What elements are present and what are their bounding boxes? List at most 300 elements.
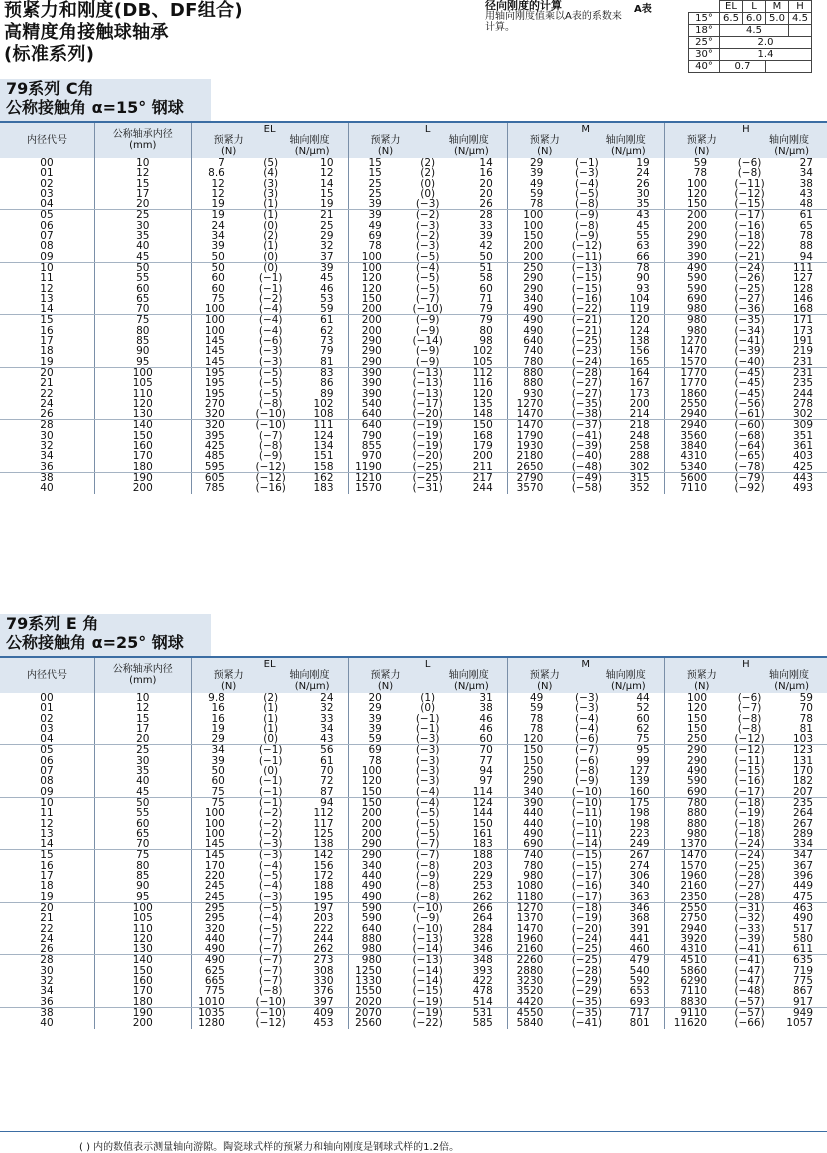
stiffness-cell: 139 — [616, 776, 664, 786]
stiffness-cell: 397 — [303, 997, 349, 1008]
clearance-cell: (−10) — [557, 787, 616, 798]
bore-code-cell: 34 — [0, 451, 94, 461]
stiffness-cell: 249 — [616, 839, 664, 850]
stiffness-unit: (N/μm) — [774, 681, 809, 692]
preload-cell: 7110 — [680, 985, 708, 998]
stiffness-cell: 188 — [460, 850, 508, 861]
bore-diameter-cell: 50 — [94, 797, 191, 808]
preload-cell: 490 — [191, 944, 239, 955]
preload-cell: 200 — [523, 240, 544, 253]
clearance-cell: (−57) — [734, 1006, 765, 1019]
stiffness-cell: 60 — [460, 284, 508, 294]
preload-label: 预紧力 — [529, 135, 560, 146]
preload-cell: 245 — [204, 880, 225, 893]
preload-cell: 39 — [368, 722, 382, 735]
clearance-cell: (−27) — [571, 387, 603, 400]
table-row — [0, 734, 827, 745]
bore-diameter-cell: 85 — [94, 871, 191, 881]
preload-cell: 2940 — [680, 419, 708, 432]
preload-cell: 100 — [523, 219, 544, 232]
a-table-angle: 30° — [689, 49, 720, 61]
preload-cell: 690 — [507, 839, 557, 850]
clearance-cell: (−41) — [734, 335, 765, 348]
a-table-value: 0.7 — [720, 61, 766, 73]
clearance-cell: (−3) — [239, 357, 303, 368]
preload-cell: 595 — [191, 462, 239, 473]
clearance-cell: (−16) — [255, 482, 286, 495]
clearance-cell: (−18) — [734, 796, 765, 809]
preload-cell: 340 — [507, 787, 557, 798]
preload-cell: 980 — [348, 944, 396, 955]
preload-cell: 145 — [204, 335, 225, 348]
clearance-cell: (−37) — [571, 419, 603, 432]
preload-cell: 290 — [348, 357, 396, 368]
preload-cell: 34 — [211, 230, 225, 243]
stiffness-cell: 99 — [616, 756, 664, 766]
clearance-cell: (−16) — [571, 880, 603, 893]
clearance-cell: (−48) — [734, 985, 765, 998]
preload-subheader — [530, 670, 560, 692]
stiffness-cell: 222 — [303, 924, 349, 934]
clearance-cell: (−26) — [734, 272, 765, 285]
stiffness-cell: 24 — [303, 693, 349, 703]
bore-diameter-cell: 12 — [94, 703, 191, 713]
clearance-cell: (0) — [239, 734, 303, 745]
group-label: EL — [263, 659, 276, 670]
clearance-cell: (−38) — [557, 409, 616, 420]
stiffness-cell: 73 — [303, 336, 349, 346]
clearance-cell: (−28) — [721, 892, 778, 903]
preload-cell: 120 — [687, 702, 708, 715]
stiffness-cell: 346 — [460, 944, 508, 955]
stiffness-cell: 949 — [792, 1006, 813, 1019]
preload-cell: 150 — [687, 712, 708, 725]
preload-subheader — [214, 670, 244, 692]
stiffness-cell: 340 — [616, 881, 664, 891]
stiffness-cell: 124 — [460, 797, 508, 808]
preload-cell: 1570 — [355, 482, 382, 495]
stiffness-cell: 15 — [303, 189, 349, 199]
stiffness-cell: 235 — [792, 377, 813, 390]
bore-code-cell: 20 — [0, 902, 94, 913]
preload-cell: 590 — [361, 901, 382, 914]
bore-diameter-cell: 160 — [94, 441, 191, 451]
preload-cell: 200 — [361, 827, 382, 840]
bore-code-cell: 15 — [0, 850, 94, 861]
clearance-cell: (−3) — [396, 734, 460, 745]
col-header-code: 内径代号 — [0, 123, 94, 158]
stiffness-cell: 45 — [616, 221, 664, 231]
preload-cell: 59 — [529, 187, 544, 200]
clearance-cell: (−40) — [721, 357, 778, 368]
preload-cell: 540 — [361, 397, 382, 410]
stiffness-cell: 867 — [792, 985, 813, 998]
clearance-cell: (−8) — [258, 397, 283, 410]
stiffness-cell: 391 — [616, 924, 664, 934]
preload-unit: (N) — [377, 681, 394, 692]
clearance-cell: (0) — [420, 177, 436, 190]
preload-cell: 5860 — [680, 964, 708, 977]
stiffness-cell: 352 — [616, 483, 664, 493]
preload-cell: 9110 — [680, 1006, 708, 1019]
clearance-cell: (−7) — [258, 932, 283, 945]
preload-cell: 290 — [523, 282, 544, 295]
clearance-cell: (−5) — [396, 252, 460, 263]
preload-cell: 29 — [529, 157, 544, 169]
group-label: EL — [263, 124, 276, 135]
preload-cell: 2350 — [664, 892, 721, 903]
preload-cell: 880 — [361, 932, 382, 945]
clearance-cell: (3) — [263, 187, 279, 200]
stiffness-cell: 231 — [792, 366, 813, 379]
preload-cell: 1210 — [355, 471, 382, 484]
stiffness-cell: 182 — [792, 775, 813, 788]
clearance-cell: (−20) — [571, 922, 603, 935]
clearance-cell: (−35) — [571, 1006, 603, 1019]
clearance-cell: (−10) — [255, 1006, 286, 1019]
preload-cell: 9.8 — [208, 692, 225, 704]
preload-cell: 150 — [523, 230, 544, 243]
bore-code-cell: 11 — [0, 808, 94, 818]
preload-cell: 8830 — [664, 997, 721, 1008]
preload-cell: 980 — [687, 324, 708, 337]
bore-code-cell: 36 — [0, 997, 94, 1008]
clearance-cell: (−22) — [734, 240, 765, 253]
clearance-cell: (−5) — [258, 922, 283, 935]
clearance-cell: (−7) — [396, 839, 460, 850]
clearance-cell: (−10) — [239, 409, 303, 420]
stiffness-cell: 78 — [799, 230, 813, 243]
clearance-cell: (−3) — [415, 765, 440, 778]
stiffness-subheader — [290, 670, 330, 692]
bore-code-cell: 19 — [0, 357, 94, 368]
bore-code-cell: 10 — [0, 797, 94, 808]
clearance-cell: (−8) — [415, 859, 440, 872]
preload-cell: 1930 — [516, 440, 544, 453]
preload-cell: 665 — [204, 975, 225, 988]
bore-code-cell: 32 — [0, 976, 94, 986]
preload-unit: (N) — [220, 681, 237, 692]
preload-cell: 170 — [204, 859, 225, 872]
preload-cell: 150 — [361, 292, 382, 305]
bore-diameter-cell: 45 — [94, 252, 191, 263]
group-header-h — [664, 658, 827, 693]
preload-cell: 1270 — [516, 397, 544, 410]
preload-cell: 740 — [523, 849, 544, 862]
clearance-cell: (−3) — [415, 744, 440, 757]
clearance-cell: (−5) — [415, 282, 440, 295]
clearance-cell: (−41) — [734, 954, 765, 967]
preload-cell: 625 — [204, 964, 225, 977]
bore-code-cell: 05 — [0, 745, 94, 756]
stiffness-cell: 142 — [303, 850, 349, 861]
stiffness-cell: 63 — [616, 241, 664, 251]
clearance-cell: (−2) — [415, 209, 440, 222]
stiffness-cell: 33 — [460, 221, 508, 231]
bore-code-cell: 20 — [0, 367, 94, 378]
bore-code-cell: 40 — [0, 1018, 94, 1028]
bore-code-cell: 15 — [0, 315, 94, 326]
preload-cell: 120 — [507, 734, 557, 745]
stiffness-cell: 34 — [303, 724, 349, 734]
preload-cell: 25 — [368, 187, 382, 200]
table-row — [0, 409, 827, 420]
bore-diameter-cell: 95 — [94, 892, 191, 903]
clearance-cell: (−14) — [412, 964, 443, 977]
group-header-m — [507, 123, 664, 158]
stiffness-cell: 39 — [460, 231, 508, 241]
table-row — [0, 304, 827, 315]
bore-code-cell: 05 — [0, 210, 94, 221]
stiffness-cell: 26 — [460, 199, 508, 210]
stiffness-cell: 330 — [303, 976, 349, 986]
clearance-cell: (−33) — [734, 922, 765, 935]
clearance-cell: (−9) — [415, 324, 440, 337]
preload-label: 预紧力 — [370, 670, 401, 681]
clearance-cell: (−9) — [415, 345, 440, 358]
clearance-cell: (−12) — [734, 744, 765, 757]
bore-code-cell: 00 — [0, 693, 94, 703]
stiffness-cell: 403 — [792, 450, 813, 463]
stiffness-cell: 211 — [460, 462, 508, 473]
a-table-header: EL — [720, 1, 743, 13]
stiffness-cell: 158 — [303, 462, 349, 473]
stiffness-cell: 127 — [792, 272, 813, 285]
clearance-cell: (−4) — [575, 722, 599, 735]
bore-diameter-cell: 90 — [94, 881, 191, 891]
group-label: H — [742, 124, 750, 135]
group-subheaders — [508, 135, 664, 157]
preload-cell: 880 — [523, 377, 544, 390]
bore-label: 公称轴承内径 — [112, 129, 173, 140]
clearance-cell: (−64) — [734, 440, 765, 453]
clearance-cell: (−9) — [575, 230, 599, 243]
stiffness-cell: 183 — [303, 483, 349, 493]
stiffness-cell: 43 — [616, 210, 664, 221]
stiffness-cell: 218 — [616, 420, 664, 431]
clearance-cell: (−3) — [415, 754, 440, 767]
clearance-cell: (−7) — [258, 954, 283, 967]
clearance-cell: (2) — [420, 167, 436, 180]
bore-diameter-cell: 35 — [94, 231, 191, 241]
bore-code-cell: 30 — [0, 966, 94, 976]
stiffness-cell: 61 — [303, 315, 349, 326]
preload-cell: 100 — [204, 827, 225, 840]
preload-cell: 59 — [693, 157, 708, 169]
stiffness-cell: 48 — [778, 199, 827, 210]
table-row — [0, 1018, 827, 1028]
clearance-cell: (−8) — [737, 712, 762, 725]
a-table-header: L — [743, 1, 766, 13]
group-header-el — [191, 123, 348, 158]
preload-cell: 605 — [204, 471, 225, 484]
stiffness-cell: 78 — [616, 262, 664, 273]
preload-cell: 290 — [687, 754, 708, 767]
clearance-cell: (−10) — [571, 817, 603, 830]
bore-code-cell: 19 — [0, 892, 94, 903]
preload-cell: 2940 — [680, 922, 708, 935]
preload-cell: 590 — [687, 272, 708, 285]
stiffness-cell: 53 — [303, 294, 349, 304]
clearance-cell: (0) — [263, 261, 279, 274]
preload-cell: 1190 — [348, 462, 396, 473]
bottom-rule — [0, 1131, 827, 1132]
preload-label: 预紧力 — [686, 670, 717, 681]
clearance-cell: (−1) — [575, 157, 599, 169]
stiffness-cell: 62 — [303, 326, 349, 336]
stiffness-cell: 425 — [778, 462, 827, 473]
stiffness-cell: 188 — [303, 881, 349, 891]
clearance-cell: (−14) — [396, 944, 460, 955]
stiffness-cell: 52 — [616, 703, 664, 713]
clearance-cell: (−5) — [258, 870, 283, 883]
stiffness-unit: (N/μm) — [774, 146, 809, 157]
preload-cell: 1960 — [516, 932, 544, 945]
clearance-cell: (−34) — [734, 324, 765, 337]
preload-cell: 320 — [204, 419, 225, 432]
stiffness-cell: 59 — [799, 692, 813, 704]
bore-diameter-cell: 85 — [94, 336, 191, 346]
preload-cell: 59 — [529, 702, 544, 715]
stiffness-unit: (N/μm) — [454, 146, 489, 157]
clearance-cell: (−4) — [258, 314, 283, 327]
clearance-cell: (0) — [420, 187, 436, 200]
bore-diameter-cell: 170 — [94, 986, 191, 996]
clearance-cell: (−25) — [571, 335, 603, 348]
preload-cell: 150 — [687, 722, 708, 735]
preload-cell: 19 — [211, 209, 225, 222]
preload-cell: 12 — [211, 187, 225, 200]
stiffness-cell: 29 — [303, 231, 349, 241]
bore-diameter-cell: 190 — [94, 472, 191, 483]
preload-cell: 250 — [523, 261, 544, 274]
stiffness-cell: 170 — [792, 765, 813, 778]
preload-cell: 1470 — [680, 849, 708, 862]
stiffness-cell: 267 — [616, 850, 664, 861]
preload-cell: 490 — [687, 261, 708, 274]
bore-diameter-cell: 12 — [94, 168, 191, 178]
clearance-cell: (−56) — [734, 397, 765, 410]
clearance-cell: (−11) — [571, 827, 603, 840]
stiffness-unit: (N/μm) — [610, 146, 646, 157]
preload-cell: 6290 — [680, 975, 708, 988]
a-table-header: M — [766, 1, 789, 13]
stiffness-cell: 266 — [460, 902, 508, 913]
stiffness-cell: 262 — [460, 892, 508, 903]
clearance-cell: (−25) — [734, 282, 765, 295]
stiffness-cell: 104 — [616, 294, 664, 304]
preload-cell: 880 — [687, 807, 708, 820]
stiffness-cell: 119 — [616, 304, 664, 315]
preload-cell: 120 — [361, 282, 382, 295]
clearance-cell: (−24) — [721, 839, 778, 850]
preload-cell: 39 — [368, 209, 382, 222]
bore-diameter-cell: 110 — [94, 389, 191, 399]
preload-subheader — [687, 670, 717, 692]
clearance-cell: (3) — [263, 177, 279, 190]
clearance-cell: (−78) — [721, 462, 778, 473]
preload-cell: 2160 — [680, 880, 708, 893]
preload-cell: 590 — [361, 912, 382, 925]
preload-cell: 970 — [361, 450, 382, 463]
preload-cell: 5600 — [680, 471, 708, 484]
preload-cell: 490 — [507, 304, 557, 315]
preload-cell: 220 — [204, 870, 225, 883]
preload-cell: 1250 — [355, 964, 382, 977]
stiffness-cell: 70 — [460, 745, 508, 756]
preload-cell: 1550 — [355, 985, 382, 998]
group-label: M — [581, 124, 591, 135]
preload-cell: 29 — [191, 734, 239, 745]
clearance-cell: (−6) — [737, 692, 762, 704]
preload-cell: 590 — [687, 282, 708, 295]
bore-diameter-cell: 170 — [94, 451, 191, 461]
clearance-cell: (−19) — [412, 429, 443, 442]
clearance-cell: (−3) — [575, 692, 599, 704]
preload-subheader — [687, 135, 717, 157]
stiffness-cell: 351 — [792, 429, 813, 442]
clearance-cell: (−47) — [734, 964, 765, 977]
a-table-angle: 25° — [689, 37, 720, 49]
preload-cell: 880 — [687, 817, 708, 830]
clearance-cell: (1) — [420, 692, 436, 704]
preload-cell: 775 — [204, 985, 225, 998]
preload-cell: 1960 — [680, 870, 708, 883]
stiffness-cell: 105 — [460, 357, 508, 368]
stiffness-cell: 235 — [792, 796, 813, 809]
preload-cell: 50 — [211, 261, 225, 274]
clearance-cell: (−28) — [571, 366, 603, 379]
preload-cell: 490 — [523, 827, 544, 840]
stiffness-cell: 60 — [616, 714, 664, 724]
bore-code-cell: 28 — [0, 420, 94, 431]
a-table-value: 6.5 — [720, 13, 743, 25]
clearance-cell: (−4) — [239, 304, 303, 315]
stiffness-cell: 81 — [799, 722, 813, 735]
preload-cell: 150 — [523, 754, 544, 767]
stiffness-cell: 160 — [616, 787, 664, 798]
a-table-label: A表 — [634, 4, 652, 15]
stiffness-cell: 89 — [303, 389, 349, 399]
preload-unit: (N) — [220, 146, 237, 157]
stiffness-cell: 146 — [792, 292, 813, 305]
stiffness-cell: 58 — [460, 273, 508, 283]
stiffness-cell: 111 — [792, 261, 813, 274]
bore-code-cell: 02 — [0, 179, 94, 189]
clearance-cell: (−15) — [721, 199, 778, 210]
clearance-cell: (−15) — [571, 859, 603, 872]
clearance-cell: (0) — [263, 219, 279, 232]
bore-code-cell: 08 — [0, 241, 94, 251]
clearance-cell: (−5) — [415, 817, 440, 830]
stiffness-cell: 161 — [460, 829, 508, 839]
preload-cell: 780 — [507, 357, 557, 368]
preload-cell: 390 — [361, 387, 382, 400]
bore-diameter-cell: 200 — [94, 483, 191, 493]
clearance-cell: (−39) — [734, 932, 765, 945]
preload-cell: 3560 — [680, 429, 708, 442]
table-row — [0, 378, 827, 388]
preload-cell: 2180 — [516, 450, 544, 463]
bore-code-cell: 09 — [0, 252, 94, 263]
bore-diameter-cell: 35 — [94, 766, 191, 776]
group-label: L — [424, 124, 431, 135]
preload-cell: 490 — [687, 765, 708, 778]
clearance-cell: (−12) — [571, 240, 603, 253]
clearance-cell: (−1) — [415, 712, 440, 725]
stiffness-cell: 460 — [616, 944, 664, 955]
preload-cell: 440 — [523, 807, 544, 820]
